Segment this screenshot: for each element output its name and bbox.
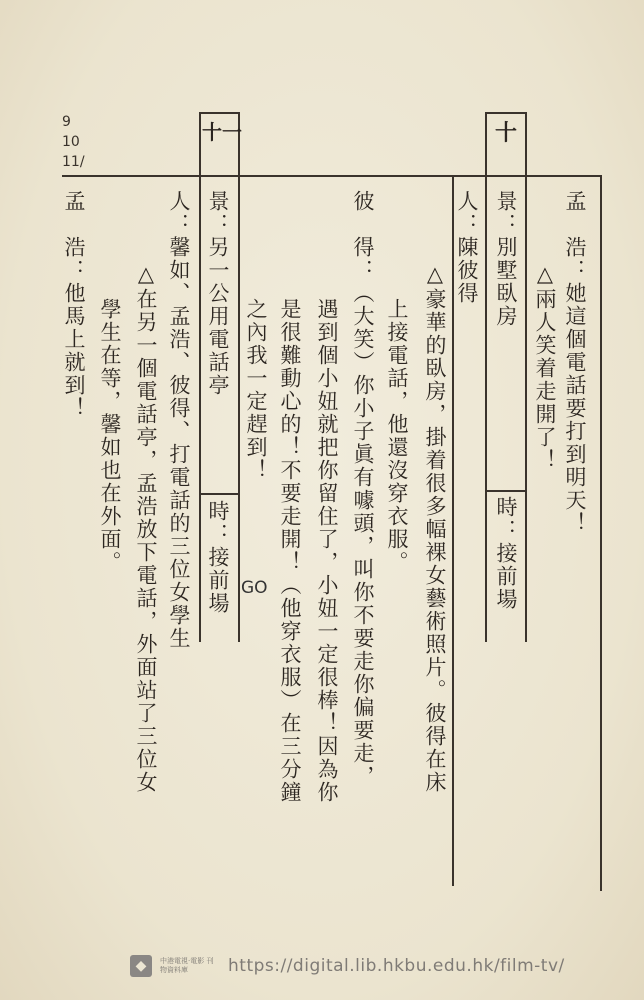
action-bedroom-1: △豪華的臥房，掛着很多幅裸女藝術照片。彼得在床 [423, 262, 447, 794]
dialogue-peter-3: 是很難動心的！不要走開！（他穿衣服）在三分鐘 [278, 298, 302, 804]
scene-11-frame-right [238, 112, 240, 642]
margin-mark-9: 9 [62, 114, 71, 130]
footer-watermark [130, 952, 565, 980]
scene-number-11: 十一 [202, 120, 242, 144]
dialogue-peter-4: 之內我一定趕到！ [244, 298, 268, 482]
body-rule-left [452, 176, 454, 886]
action-phone-booth-1: △在另一個電話亭，孟浩放下電話，外面站了三位女 [134, 262, 158, 794]
scene-11-time: 時：接前場 [206, 500, 230, 615]
scene-10-location: 景：別墅臥房 [494, 190, 518, 328]
header-rule [62, 175, 602, 177]
library-logo-icon: ◆ [130, 955, 152, 977]
library-logo-text: 中港電視·電影 刊物資料庫 [160, 957, 214, 974]
dialogue-peter-1: 彼 得：（大笑）你小子眞有噱頭，叫你不要走你偏要走， [351, 190, 375, 788]
scene-10-characters: 人：陳彼得 [455, 190, 479, 305]
margin-marks [62, 112, 85, 172]
scene-11-time-divider [199, 493, 239, 495]
scene-11-location: 景：另一公用電話亭 [206, 190, 230, 397]
dialogue-peter-2: 遇到個小妞就把你留住了，小妞一定很棒！因為你 [315, 298, 339, 804]
scene-10-time: 時：接前場 [494, 496, 518, 611]
scene-11-frame-top [199, 112, 239, 114]
dialogue-menghao-2: 孟 浩：他馬上就到！ [62, 190, 86, 420]
margin-mark-10: 10 [62, 134, 80, 150]
scene-11-frame-left [199, 112, 201, 642]
action-laugh-leave: △兩人笑着走開了！ [533, 262, 557, 472]
scene-number-10: 十 [495, 120, 518, 146]
body-rule-right [600, 176, 602, 891]
scene-10-time-divider [485, 490, 526, 492]
source-url: https://digital.lib.hkbu.edu.hk/film-tv/ [228, 956, 565, 976]
margin-mark-11: 11/ [62, 154, 85, 170]
action-phone-booth-2: 學生在等，馨如也在外面。 [98, 298, 122, 574]
scene-10-frame-top [485, 112, 526, 114]
scene-11-characters: 人：馨如、孟浩、彼得、打電話的三位女學生 [167, 190, 191, 650]
dialogue-menghao-1: 孟 浩：她這個電話要打到明天！ [563, 190, 587, 535]
go-mark: GO [241, 578, 268, 598]
action-bedroom-2: 上接電話，他還沒穿衣服。 [385, 298, 409, 574]
scene-10-frame-left [485, 112, 487, 642]
scene-10-frame-right [525, 112, 527, 642]
